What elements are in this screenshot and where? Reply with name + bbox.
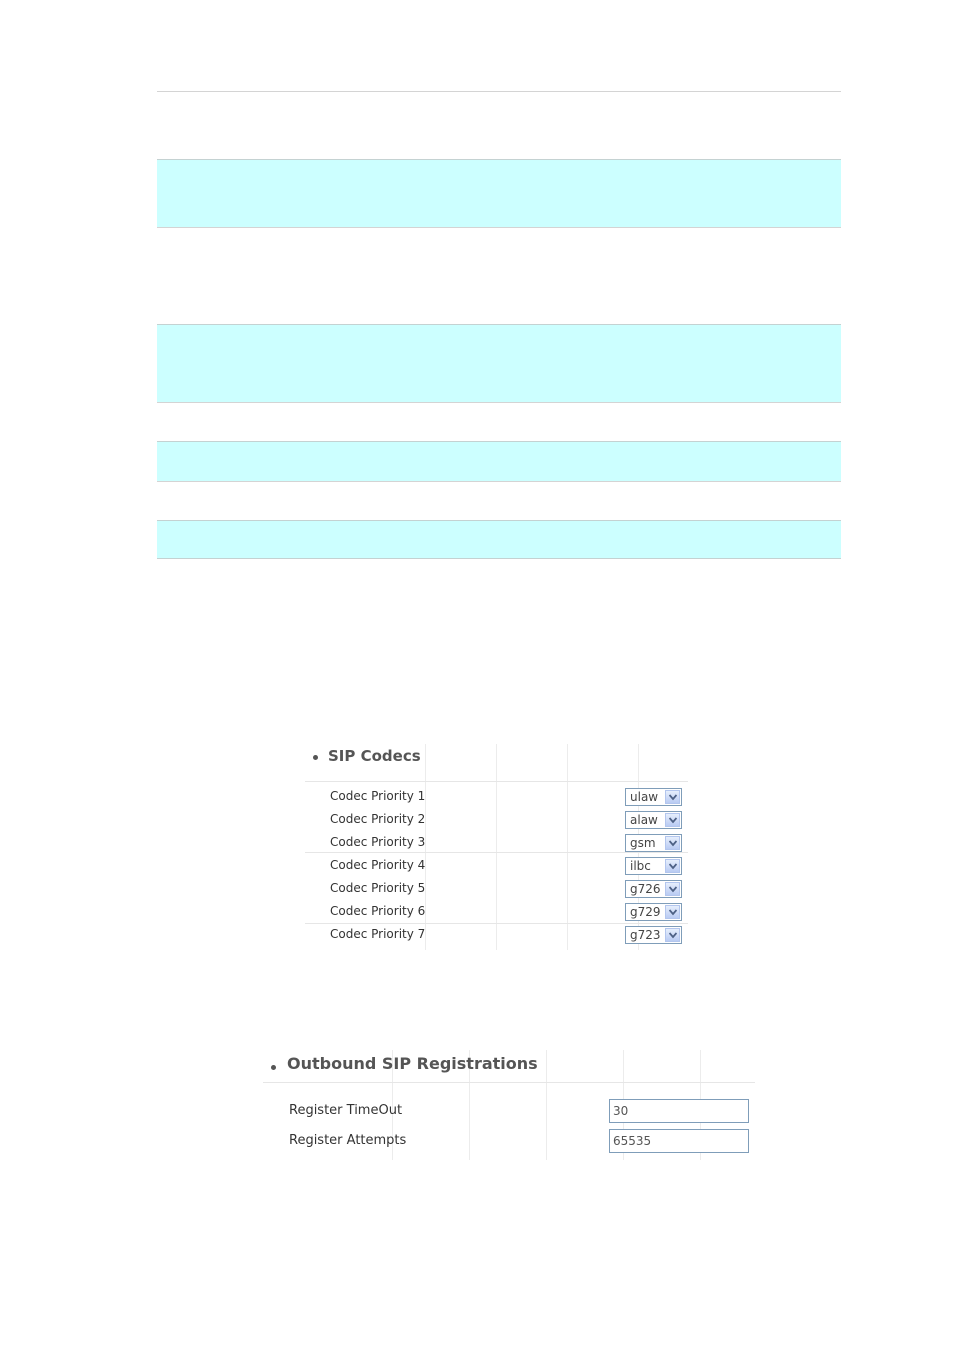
bullet-icon [313,755,318,760]
register-attempts-input[interactable] [609,1129,749,1153]
bullet-icon [271,1065,276,1070]
register-timeout-input[interactable] [609,1099,749,1123]
codec-priority-label: Codec Priority 2 [330,812,426,826]
grid-line [305,781,688,782]
codec-priority-6-select[interactable] [625,903,682,921]
section-title: SIP Codecs [328,747,421,765]
grid-line [305,852,688,853]
table-row [157,441,841,481]
codec-priority-label: Codec Priority 3 [330,835,426,849]
codec-priority-1-select[interactable] [625,788,682,806]
register-timeout-label: Register TimeOut [289,1103,403,1118]
table-row [157,520,841,559]
select-value: g723 [630,928,661,942]
chevron-down-icon[interactable] [665,905,680,919]
table-row [157,91,841,159]
outbound-sip-panel [263,1050,755,1160]
chevron-down-icon[interactable] [665,790,680,804]
grid-line [567,744,568,950]
chevron-down-icon[interactable] [665,836,680,850]
table-row [157,481,841,520]
codec-priority-2-select[interactable] [625,811,682,829]
select-value: alaw [630,813,658,827]
table-row [157,159,841,227]
table-row [157,402,841,441]
codec-priority-7-select[interactable] [625,926,682,944]
chevron-down-icon[interactable] [665,813,680,827]
codec-priority-4-select[interactable] [625,857,682,875]
document-table [157,91,841,559]
section-title: Outbound SIP Registrations [287,1054,538,1073]
select-value: ilbc [630,859,651,873]
sip-codecs-panel [305,744,688,950]
codec-priority-label: Codec Priority 7 [330,927,426,941]
table-row [157,227,841,324]
chevron-down-icon[interactable] [665,928,680,942]
grid-line [305,923,688,924]
chevron-down-icon[interactable] [665,859,680,873]
grid-line [546,1050,547,1160]
table-row [157,324,841,402]
codec-priority-label: Codec Priority 4 [330,858,426,872]
grid-line [263,1082,755,1083]
select-value: g729 [630,905,661,919]
select-value: g726 [630,882,661,896]
codec-priority-3-select[interactable] [625,834,682,852]
select-value: gsm [630,836,656,850]
select-value: ulaw [630,790,659,804]
codec-priority-label: Codec Priority 1 [330,789,426,803]
grid-line [496,744,497,950]
codec-priority-5-select[interactable] [625,880,682,898]
codec-priority-label: Codec Priority 6 [330,904,426,918]
codec-priority-label: Codec Priority 5 [330,881,426,895]
register-attempts-label: Register Attempts [289,1133,407,1148]
chevron-down-icon[interactable] [665,882,680,896]
